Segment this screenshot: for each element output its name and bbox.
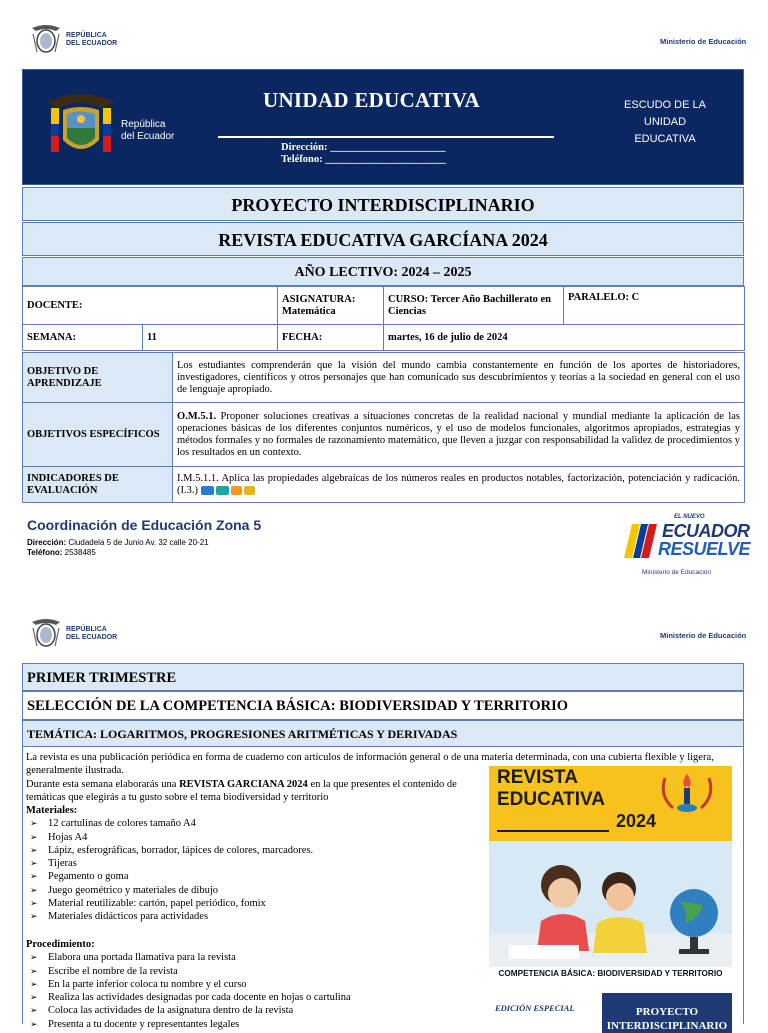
procedimiento-list [26, 951, 486, 1031]
asignatura-cell [278, 287, 384, 325]
cover-edicion: EDICIÓN ESPECIAL [495, 1003, 575, 1013]
materiales-label: Materiales: [26, 805, 78, 816]
trimestre-row [22, 663, 744, 691]
cover-competencia: COMPETENCIA BÁSICA: BIODIVERSIDAD Y TERRITORIO [498, 969, 723, 978]
procedimiento-label: Procedimiento: [26, 939, 95, 950]
direccion-line: Dirección: ______________________ [281, 142, 446, 153]
logo-text-line2: DEL ECUADOR [66, 40, 118, 47]
torch-emblem-icon [657, 770, 717, 814]
cs-badge-icon [231, 486, 242, 495]
list-item: ➢ Presenta a tu docente y representantes legales [26, 1018, 486, 1031]
indicadores-text: I.M.5.1.1. Aplica las propiedades algebraicas de los números reales en productos notables, factorización, potenciación y radicación. (I.3.) [177, 472, 740, 496]
asignatura-label: ASIGNATURA: [282, 293, 356, 305]
logo-text-line1-p2: REPÚBLICA [66, 626, 107, 633]
ecuador-resuelve-logo [622, 512, 751, 578]
materiales-list [26, 817, 466, 923]
aprendizaje-label: OBJETIVO DE APRENDIZAJE [27, 365, 102, 389]
ecuador-coat-of-arms-icon [41, 88, 121, 168]
footer-telefono-value: 2538485 [64, 548, 96, 557]
logo-text-line1: REPÚBLICA [66, 32, 107, 39]
republica-line1: República [121, 119, 166, 130]
aprendizaje-label-cell [23, 353, 173, 403]
trimestre-text: PRIMER TRIMESTRE [27, 670, 177, 686]
footer-direccion-label: Dirección: [27, 538, 67, 547]
ce-badge-icon [244, 486, 255, 495]
list-item: ➢ 12 cartulinas de colores tamaño A4 [26, 817, 466, 830]
ministerio-label: Ministerio de Educación [660, 37, 747, 46]
magazine-cover [489, 766, 732, 1032]
republica-line2: del Ecuador [121, 131, 175, 142]
fecha-value-cell [384, 325, 745, 351]
indicadores-label-cell [23, 467, 173, 503]
info-table [22, 286, 745, 351]
list-item: ➢ Coloca las actividades de la asignatura dentro de la revista [26, 1004, 486, 1017]
semana-label-cell [23, 325, 143, 351]
children-photo [489, 841, 732, 967]
curso-cell [384, 287, 564, 325]
list-item: ➢ Hojas A4 [26, 831, 466, 844]
revista-title [22, 222, 744, 256]
especificos-text-cell [173, 403, 745, 467]
paralelo-cell [564, 287, 745, 325]
intro-text: La revista es una publicación periódica en forma de cuaderno con artículos de información general o de una materia determinada, con una cubierta flexible y ligera, generalmente ilustrada. [26, 752, 714, 777]
footer-direccion-value: Ciudadela 5 de Junio Av. 32 calle 20-21 [68, 538, 209, 547]
proyecto-title-text: PROYECTO INTERDISCIPLINARIO [231, 195, 535, 215]
semana-post: en la que presentes el contenido de temáticas que elegirás a tu gusto sobre el tema biodiversidad y territorio [26, 779, 457, 804]
address-block [281, 142, 446, 166]
list-item: ➢ Juego geométrico y materiales de dibujo [26, 884, 466, 897]
slogan-ecuador: ECUADOR [662, 521, 750, 541]
especificos-text: Proponer soluciones creativas a situaciones concretas de la realidad nacional y mundial mediante la aplicación de las operaciones básicas de los diferentes conjuntos numéricos, y el uso de modelos funcionales, algoritmos apropiados, estrategias y métodos formales y no formales de razonamiento matemático, que lleven a juzgar con responsabilidad la validez de procedimientos y los resultados en un contexto. [177, 410, 740, 458]
semana-label: SEMANA: [27, 331, 76, 343]
logo-text-line2-p2: DEL ECUADOR [66, 634, 118, 641]
escudo-placeholder: ESCUDO DE LA UNIDAD EDUCATIVA [624, 99, 706, 145]
cover-year: 2024 [616, 811, 657, 831]
cover-proyecto: PROYECTO INTERDISCIPLINARIO [606, 1006, 728, 1032]
slogan-small: EL NUEVO [674, 514, 705, 520]
semana-value-cell [143, 325, 278, 351]
objectives-table [22, 352, 745, 503]
cm-badge-icon [201, 486, 214, 495]
list-item: ➢ Tijeras [26, 857, 466, 870]
list-item: ➢ Materiales didácticos para actividades [26, 910, 466, 923]
footer-direccion [27, 538, 209, 548]
school-title: UNIDAD EDUCATIVA [263, 88, 480, 112]
asignatura-value: Matemática [282, 305, 336, 317]
school-banner [22, 69, 744, 185]
especificos-label-cell [23, 403, 173, 467]
footer-address [27, 538, 209, 558]
list-item: ➢ Escribe el nombre de la revista [26, 965, 486, 978]
ministerio-label-p2: Ministerio de Educación [660, 631, 747, 640]
fecha-value: martes, 16 de julio de 2024 [388, 331, 508, 343]
cover-title-line2: EDUCATIVA [497, 789, 606, 810]
list-item: ➢ Lápiz, esferográficas, borrador, lápices de colores, marcadores. [26, 844, 466, 857]
indicadores-label: INDICADORES DE EVALUACIÓN [27, 472, 119, 496]
especificos-label: OBJETIVOS ESPECÍFICOS [27, 428, 160, 440]
materiales-section [26, 804, 466, 924]
tematica-row [22, 720, 744, 747]
procedimiento-section [26, 938, 486, 1031]
republica-logo-p2 [29, 616, 117, 652]
cover-proyecto-box [602, 993, 732, 1033]
coat-of-arms-icon [29, 616, 63, 652]
republica-logo [29, 22, 117, 58]
paralelo-text: PARALELO: C [568, 292, 640, 303]
cover-yellow-header [489, 766, 732, 841]
fecha-label-cell [278, 325, 384, 351]
footer-telefono [27, 548, 209, 558]
cd-badge-icon [216, 486, 229, 495]
revista-title-text: REVISTA EDUCATIVA GARCÍANA 2024 [218, 230, 548, 250]
competency-icons [201, 486, 255, 495]
republica-text [121, 119, 174, 143]
list-item: ➢ Realiza las actividades designadas por cada docente en hojas o cartulina [26, 991, 486, 1004]
coat-of-arms-icon [29, 22, 63, 58]
especificos-code: O.M.5.1. [177, 410, 217, 422]
docente-cell [23, 287, 278, 325]
children-globe-illustration [489, 841, 732, 967]
list-item: ➢ Material reutilizable: cartón, papel periódico, fomix [26, 897, 466, 910]
cover-blank-line [497, 830, 609, 832]
flag-stripes-icon [624, 524, 660, 558]
semana-paragraph [26, 778, 466, 805]
aprendizaje-text-cell [173, 353, 745, 403]
telefono-line: Teléfono: _______________________ [281, 154, 446, 165]
curso-text: CURSO: Tercer Año Bachillerato en Ciencias [388, 293, 551, 317]
slogan-resuelve: RESUELVE [658, 539, 751, 559]
footer-ministerio: Ministerio de Educación [642, 569, 712, 576]
coordinacion-title: Coordinación de Educación Zona 5 [27, 517, 262, 533]
list-item: ➢ En la parte inferior coloca tu nombre y el curso [26, 978, 486, 991]
title-underline [218, 136, 554, 138]
competencia-row [22, 691, 744, 720]
anio-lectivo-text: AÑO LECTIVO: 2024 – 2025 [294, 265, 472, 280]
aprendizaje-text: Los estudiantes comprenderán que la visión del mundo cambia constantemente en función de los aportes de historiadores, investigadores, científicos y otros personajes que han comunicado sus descubrimientos y teorías a la sociedad en general con el uso de lenguaje apropiado. [177, 359, 740, 395]
proyecto-title [22, 187, 744, 221]
docente-label: DOCENTE: [27, 299, 83, 311]
semana-pre: Durante esta semana elaborarás una [26, 779, 177, 790]
semana-value: 11 [147, 331, 157, 343]
cover-title-line1: REVISTA [497, 767, 578, 788]
footer-telefono-label: Teléfono: [27, 548, 63, 557]
fecha-label: FECHA: [282, 331, 323, 343]
indicadores-text-cell [173, 467, 745, 503]
semana-bold: REVISTA GARCIANA 2024 [179, 779, 308, 790]
list-item: ➢ Elabora una portada llamativa para la revista [26, 951, 486, 964]
anio-lectivo [22, 257, 744, 286]
tematica-text: TEMÁTICA: LOGARITMOS, PROGRESIONES ARITMÉTICAS Y DERIVADAS [27, 727, 458, 741]
list-item: ➢ Pegamento o goma [26, 870, 466, 883]
competencia-text: SELECCIÓN DE LA COMPETENCIA BÁSICA: BIODIVERSIDAD Y TERRITORIO [27, 698, 569, 714]
